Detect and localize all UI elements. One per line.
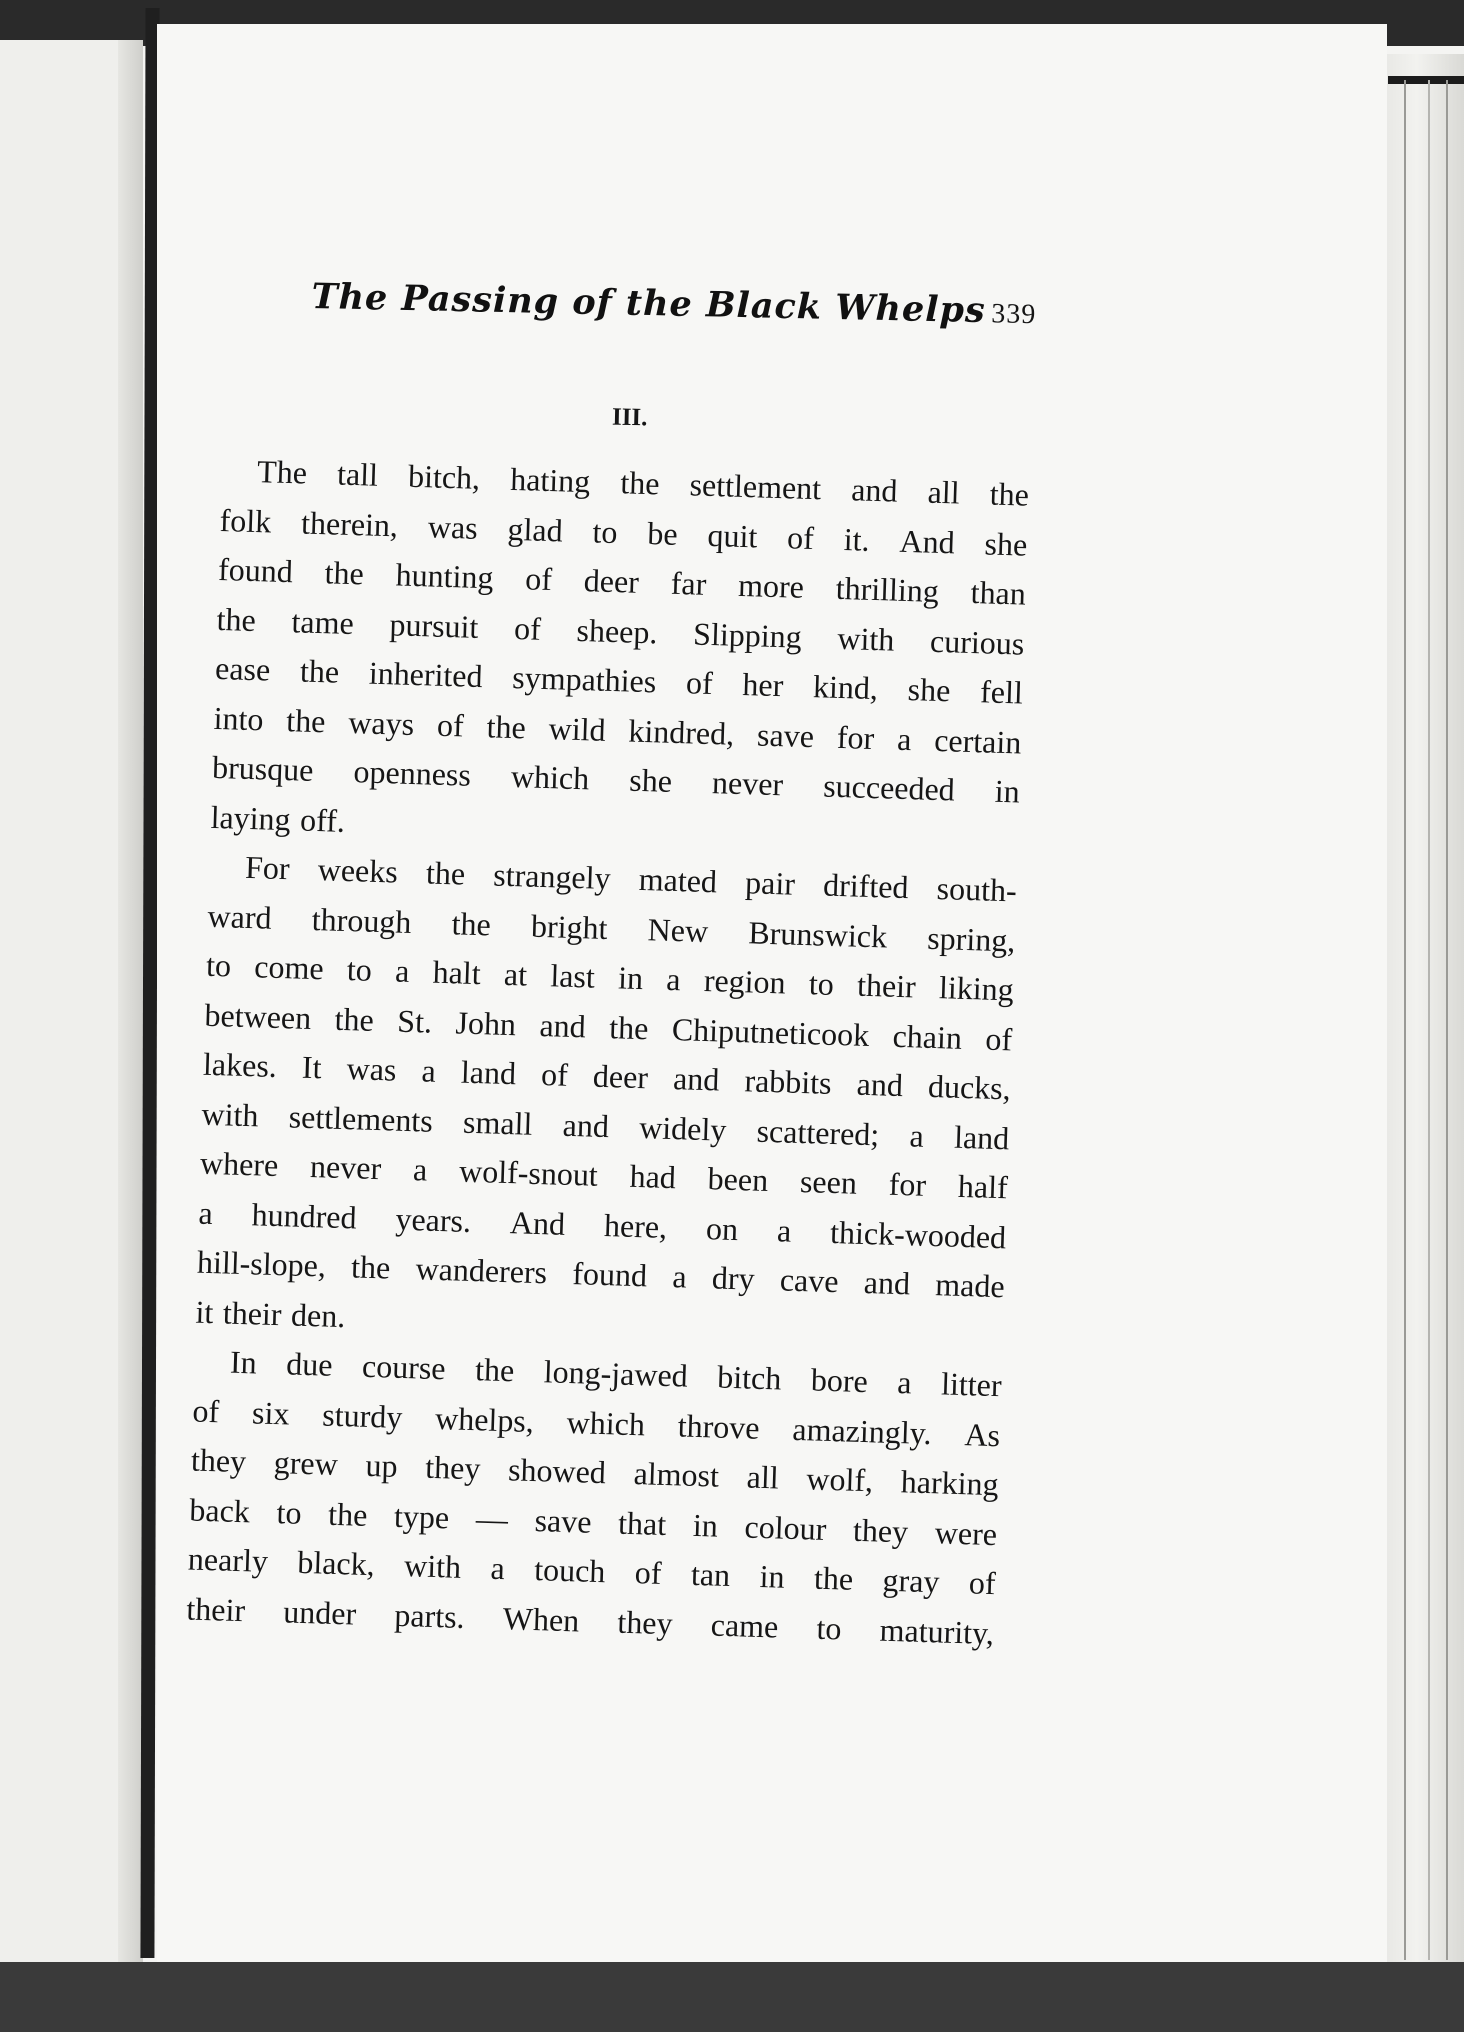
book-gutter (118, 40, 143, 1965)
facing-page (0, 40, 118, 1965)
running-title: The Passing of the Black Whelps (311, 276, 987, 332)
text-line: folk therein, was glad to be quit of it. And she (219, 501, 1028, 563)
page-stack-line (1446, 80, 1448, 1960)
text-line: between the St. John and the Chiputneticook chain of (204, 996, 1013, 1057)
text-line: The tall bitch, hating the settlement and all the (256, 453, 1030, 513)
page-stack (1385, 54, 1464, 1962)
paragraph (195, 842, 1018, 1361)
page-number: 339 (991, 298, 1037, 331)
text-line: For weeks the strangely mated pair drifted south- (244, 848, 1018, 909)
text-line: laying off. (210, 798, 346, 839)
page-stack-line (1428, 80, 1430, 1960)
text-line: it their den. (195, 1293, 346, 1334)
text-line: into the ways of the wild kindred, save for a certain (213, 699, 1022, 761)
text-line: their under parts. When they came to maturity, (185, 1589, 995, 1651)
text-line: where never a wolf-snout had been seen for half (199, 1144, 1009, 1206)
text-line: they grew up they showed almost all wolf, harking (190, 1441, 1000, 1503)
page-stack-line (1404, 80, 1406, 1960)
section-number: III. (611, 403, 648, 432)
text-line: nearly black, with a touch of tan in the gray of (187, 1540, 997, 1602)
text-line: lakes. It was a land of deer and rabbits and ducks, (202, 1045, 1012, 1107)
text-line: brusque openness which she never succeeded in (211, 748, 1021, 810)
text-line: ease the inherited sympathies of her kind, she fell (214, 649, 1024, 711)
text-line: ward through the bright New Brunswick spring, (207, 897, 1016, 958)
text-line: of six sturdy whelps, which throve amazingly. As (191, 1392, 1001, 1453)
text-line: back to the type — save that in colour they were (188, 1491, 998, 1552)
scan-bottom-border (0, 1962, 1464, 2032)
text-line: to come to a halt at last in a region to their liking (205, 946, 1015, 1008)
text-line: found the hunting of deer far more thrilling than (217, 550, 1027, 612)
text-line: In due course the long-jawed bitch bore a litter (229, 1343, 1003, 1404)
text-line: a hundred years. And here, on a thick-wooded (198, 1194, 1007, 1255)
text-line: hill-slope, the wanderers found a dry cave and made (196, 1243, 1006, 1305)
page-stack-rule (1388, 76, 1464, 84)
text-line: the tame pursuit of sheep. Slipping with curious (216, 600, 1025, 662)
paragraph (186, 1337, 1003, 1659)
text-line: with settlements small and widely scattered; a land (201, 1095, 1010, 1156)
paragraph (210, 446, 1030, 866)
body-text (186, 446, 1030, 1658)
